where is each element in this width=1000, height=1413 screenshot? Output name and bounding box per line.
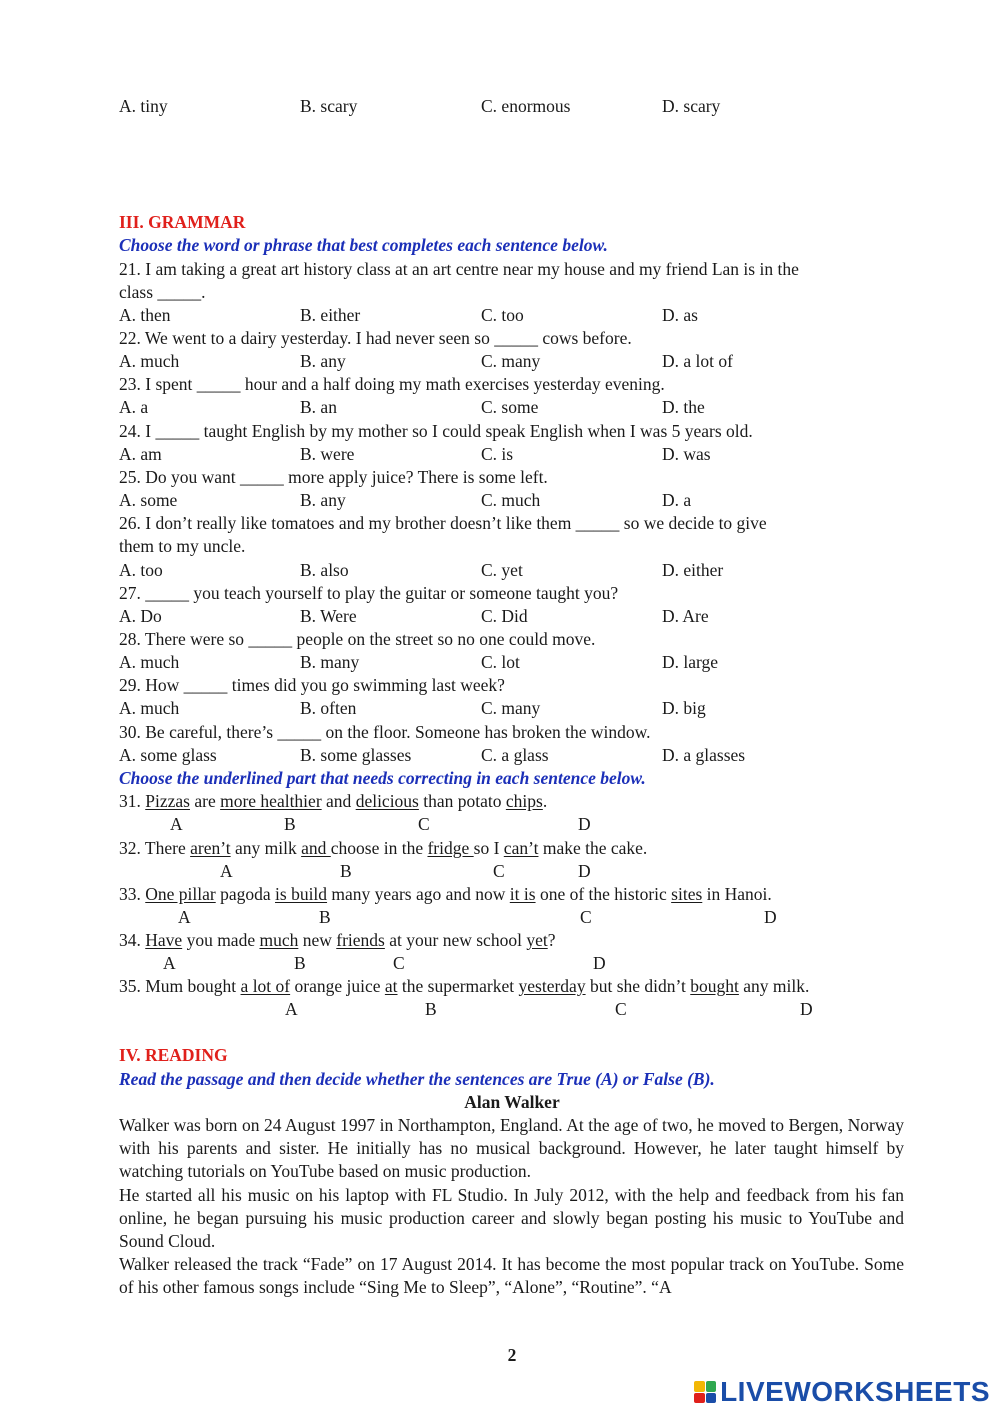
passage-paragraph-1: Walker was born on 24 August 1997 in Northampton, England. At the age of two, he moved to Bergen, Norway with his parents and sister. He initially has no musical background. However, he later taught himself by watching tutorials on YouTube based on music production. xyxy=(119,1115,904,1181)
q21-line1: 21. I am taking a great art history class at an art centre near my house and my friend Lan is in the xyxy=(119,259,799,279)
label-a: A xyxy=(170,814,183,834)
q26-line2: them to my uncle. xyxy=(119,536,246,556)
q34-part-c: friends xyxy=(336,930,385,950)
label-a: A xyxy=(178,907,191,927)
option-c: C. a glass xyxy=(481,745,549,765)
passage-title: Alan Walker xyxy=(464,1092,560,1112)
q26-line1: 26. I don’t really like tomatoes and my brother doesn’t like them _____ so we decide to give xyxy=(119,513,767,533)
option-a: A. a xyxy=(119,397,149,417)
q33-text: pagoda xyxy=(215,884,276,904)
option-d: D. was xyxy=(662,444,711,464)
q31-text: . xyxy=(542,791,548,811)
q32-text: any milk xyxy=(230,838,302,858)
label-c: C xyxy=(615,999,627,1019)
q32-part-b: and xyxy=(301,838,331,858)
option-d: D. either xyxy=(662,560,724,580)
q34 xyxy=(119,929,555,952)
q35-text: but she didn’t xyxy=(585,976,691,996)
q33-part-b: is build xyxy=(275,884,328,904)
option-a: A. am xyxy=(119,444,162,464)
option-d: D. a glasses xyxy=(662,745,746,765)
q34-part-a: Have xyxy=(145,930,183,950)
option-c: C. yet xyxy=(481,560,523,580)
q31 xyxy=(119,790,547,813)
q31-text: 31. xyxy=(119,791,146,811)
q32-part-d: can’t xyxy=(503,838,539,858)
option-b: B. were xyxy=(300,444,355,464)
q35-part-c: yesterday xyxy=(518,976,586,996)
q24: 24. I _____ taught English by my mother so I could speak English when I was 5 years old. xyxy=(119,421,753,441)
option-c: C. many xyxy=(481,698,541,718)
label-d: D xyxy=(578,814,591,834)
option-b: B. also xyxy=(300,560,349,580)
q23: 23. I spent _____ hour and a half doing my math exercises yesterday evening. xyxy=(119,374,665,394)
reading-instruction: Read the passage and then decide whether the sentences are True (A) or False (B). xyxy=(119,1069,715,1089)
label-c: C xyxy=(418,814,430,834)
option-c: C. much xyxy=(481,490,541,510)
q34-part-b: much xyxy=(259,930,299,950)
error-instruction: Choose the underlined part that needs correcting in each sentence below. xyxy=(119,768,646,788)
option-c: C. Did xyxy=(481,606,528,626)
option-b: B. often xyxy=(300,698,357,718)
q29: 29. How _____ times did you go swimming last week? xyxy=(119,675,505,695)
option-c: C. too xyxy=(481,305,524,325)
option-b: B. an xyxy=(300,397,337,417)
option-b: B. any xyxy=(300,351,346,371)
q34-text: ? xyxy=(547,930,556,950)
q34-text: new xyxy=(298,930,337,950)
option-c: C. many xyxy=(481,351,541,371)
option-b: B. any xyxy=(300,490,346,510)
q31-part-b: more healthier xyxy=(220,791,322,811)
q32-text: 32. There xyxy=(119,838,191,858)
option-d: D. scary xyxy=(662,96,721,116)
q31-text: and xyxy=(321,791,356,811)
q34-text: at your new school xyxy=(384,930,527,950)
q32-part-a: aren’t xyxy=(190,838,231,858)
option-b: B. Were xyxy=(300,606,357,626)
q34-part-d: yet xyxy=(526,930,548,950)
q28: 28. There were so _____ people on the street so no one could move. xyxy=(119,629,596,649)
page-number: 2 xyxy=(507,1345,517,1365)
logo-icon xyxy=(694,1381,716,1403)
q25: 25. Do you want _____ more apply juice? There is some left. xyxy=(119,467,548,487)
label-d: D xyxy=(593,953,606,973)
option-a: A. tiny xyxy=(119,96,168,116)
option-d: D. a lot of xyxy=(662,351,733,371)
q35-part-a: a lot of xyxy=(240,976,291,996)
label-c: C xyxy=(493,861,505,881)
q33-text: in Hanoi. xyxy=(702,884,772,904)
q33-text: many years ago and now xyxy=(327,884,510,904)
passage-paragraph-2: He started all his music on his laptop with FL Studio. In July 2012, with the help and feedback from his fan online, he began pursuing his music production career and slowly began posting his music to YouTube and Sound Cloud. xyxy=(119,1185,904,1251)
label-b: B xyxy=(425,999,437,1019)
q21-line2: class _____. xyxy=(119,282,206,302)
label-d: D xyxy=(578,861,591,881)
option-c: C. some xyxy=(481,397,539,417)
label-a: A xyxy=(220,861,233,881)
q32 xyxy=(119,837,647,860)
option-a: A. much xyxy=(119,351,180,371)
q31-part-c: delicious xyxy=(355,791,419,811)
q31-part-d: chips xyxy=(505,791,543,811)
option-a: A. much xyxy=(119,698,180,718)
label-b: B xyxy=(294,953,306,973)
option-a: A. much xyxy=(119,652,180,672)
q32-part-c: fridge xyxy=(427,838,474,858)
label-c: C xyxy=(393,953,405,973)
q31-text: are xyxy=(189,791,221,811)
q35-text: 35. Mum bought xyxy=(119,976,241,996)
label-d: D xyxy=(800,999,813,1019)
reading-heading: IV. READING xyxy=(119,1045,228,1065)
q33-text: 33. xyxy=(119,884,146,904)
logo-text: LIVEWORKSHEETS xyxy=(720,1376,990,1407)
label-b: B xyxy=(340,861,352,881)
option-b: B. many xyxy=(300,652,360,672)
q35-text: the supermarket xyxy=(397,976,519,996)
q31-part-a: Pizzas xyxy=(145,791,190,811)
option-b: B. either xyxy=(300,305,361,325)
option-d: D. big xyxy=(662,698,706,718)
option-d: D. Are xyxy=(662,606,709,626)
option-d: D. large xyxy=(662,652,719,672)
label-b: B xyxy=(319,907,331,927)
q33-part-d: sites xyxy=(671,884,703,904)
grammar-heading: III. GRAMMAR xyxy=(119,212,246,232)
q35-text: any milk. xyxy=(738,976,810,996)
option-d: D. as xyxy=(662,305,698,325)
q33-text: one of the historic xyxy=(535,884,672,904)
q32-text: make the cake. xyxy=(538,838,648,858)
passage-paragraph-3: Walker released the track “Fade” on 17 August 2014. It has become the most popular track on YouTube. Some of his other famous songs include “Sing Me to Sleep”, “Alone”, “Routine”. “A xyxy=(119,1254,904,1297)
option-d: D. a xyxy=(662,490,692,510)
label-c: C xyxy=(580,907,592,927)
option-d: D. the xyxy=(662,397,705,417)
grammar-instruction: Choose the word or phrase that best completes each sentence below. xyxy=(119,235,608,255)
q35-part-b: at xyxy=(384,976,398,996)
q34-text: you made xyxy=(182,930,260,950)
q35 xyxy=(119,975,809,998)
q31-text: than potato xyxy=(418,791,506,811)
q33 xyxy=(119,883,772,906)
q32-text: so I xyxy=(473,838,504,858)
label-a: A xyxy=(285,999,298,1019)
option-a: A. too xyxy=(119,560,163,580)
q30: 30. Be careful, there’s _____ on the floor. Someone has broken the window. xyxy=(119,722,651,742)
label-b: B xyxy=(284,814,296,834)
label-d: D xyxy=(764,907,777,927)
option-a: A. then xyxy=(119,305,171,325)
q35-text: orange juice xyxy=(290,976,385,996)
q22: 22. We went to a dairy yesterday. I had never seen so _____ cows before. xyxy=(119,328,632,348)
q32-text: choose in the xyxy=(330,838,428,858)
q35-part-d: bought xyxy=(690,976,739,996)
option-a: A. some xyxy=(119,490,178,510)
q34-text: 34. xyxy=(119,930,146,950)
option-a: A. some glass xyxy=(119,745,217,765)
option-b: B. some glasses xyxy=(300,745,412,765)
option-b: B. scary xyxy=(300,96,358,116)
q27: 27. _____ you teach yourself to play the guitar or someone taught you? xyxy=(119,583,619,603)
option-a: A. Do xyxy=(119,606,162,626)
q33-part-a: One pillar xyxy=(145,884,216,904)
option-c: C. enormous xyxy=(481,96,571,116)
q33-part-c: it is xyxy=(509,884,536,904)
option-c: C. is xyxy=(481,444,514,464)
option-c: C. lot xyxy=(481,652,520,672)
label-a: A xyxy=(163,953,176,973)
liveworksheets-logo xyxy=(694,1377,990,1407)
